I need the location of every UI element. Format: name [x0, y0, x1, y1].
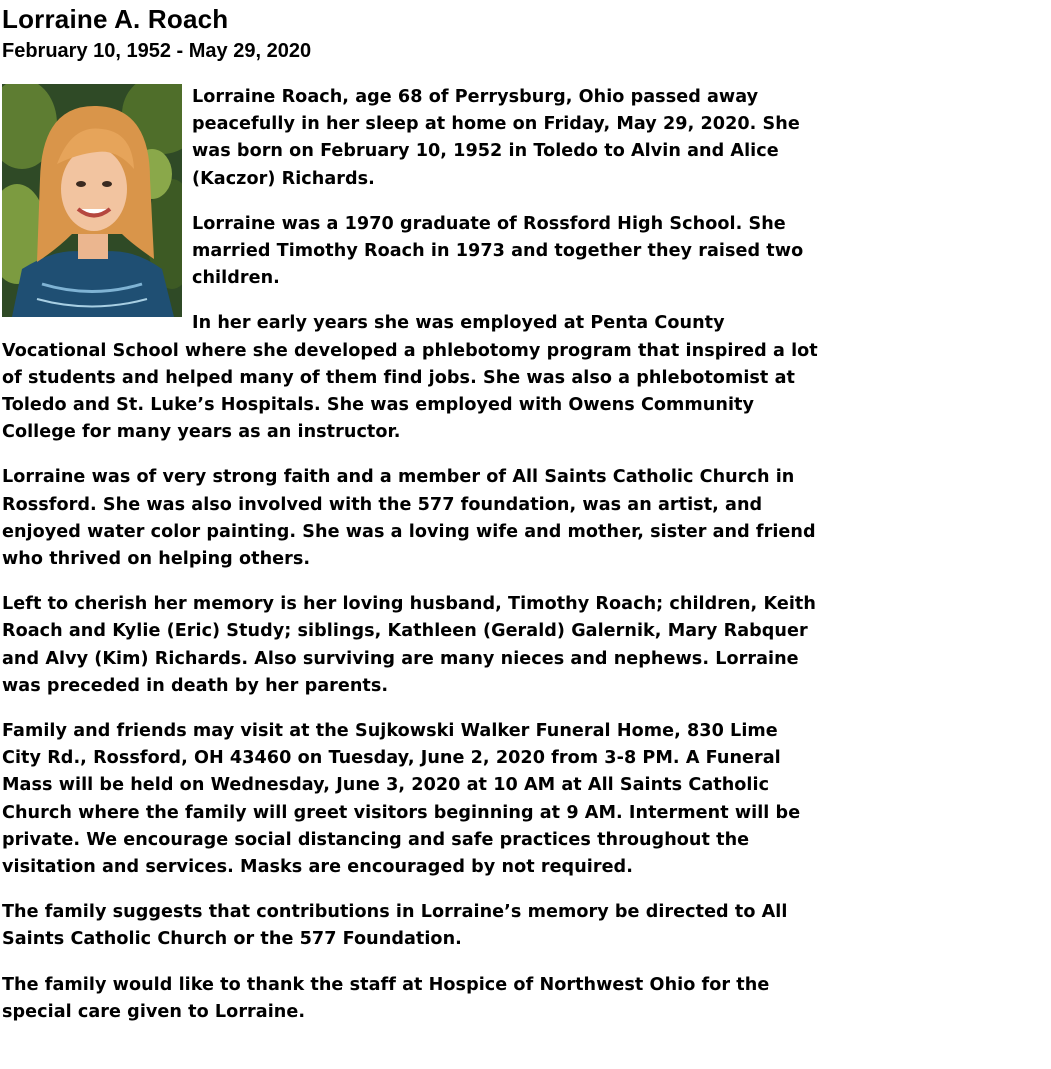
paragraph-thanks: The family would like to thank the staff at Hospice of Northwest Ohio for the special care given to Lorraine. [2, 974, 770, 1022]
portrait-photo-icon [2, 84, 182, 317]
paragraph-education: Lorraine was a 1970 graduate of Rossford High School. She married Timothy Roach in 1973 and together they raised two children. [192, 213, 804, 289]
obituary-dates: February 10, 1952 - May 29, 2020 [2, 40, 312, 62]
paragraph-faith: Lorraine was of very strong faith and a member of All Saints Catholic Church in Rossford. She was also involved with the 577 foundation, was an artist, and enjoyed water color painting. She was a loving wife and mother, sister and friend who thrived on helping others. [2, 467, 816, 570]
paragraph-birth: Lorraine Roach, age 68 of Perrysburg, Ohio passed away peacefully in her sleep at home on Friday, May 29, 2020. She was born on February 10, 1952 in Toledo to Alvin and Alice (Kaczor) Richards. [192, 87, 800, 189]
obituary-body [2, 84, 822, 1044]
paragraph-survivors: Left to cherish her memory is her loving husband, Timothy Roach; children, Keith Roach and Kylie (Eric) Study; siblings, Kathleen (Gerald) Galernik, Mary Rabquer and Alvy (Kim) Richards. Also surviving are many nieces and nephews. Lorraine was preceded in death by her parents. [2, 594, 816, 696]
obituary-page [2, 4, 822, 64]
paragraph-contributions: The family suggests that contributions in Lorraine’s memory be directed to All Saints Catholic Church or the 577 Foundation. [2, 902, 788, 950]
obituary-name: Lorraine A. Roach [2, 4, 229, 34]
paragraph-services: Family and friends may visit at the Sujkowski Walker Funeral Home, 830 Lime City Rd., Rossford, OH 43460 on Tuesday, June 2, 2020 from 3-8 PM. A Funeral Mass will be held on Wednesday, June 3, 2020 at 10 AM at All Saints Catholic Church where the family will greet visitors beginning at 9 AM. Interment will be private. We encourage social distancing and safe practices throughout the visitation and services. Masks are encouraged by not required. [2, 721, 801, 878]
paragraph-career: In her early years she was employed at Penta County Vocational School where she developed a phlebotomy program that inspired a lot of students and helped many of them find jobs. She was also a phlebotomist at Toledo and St. Luke’s Hospitals. She was employed with Owens Community College for many years as an instructor. [2, 313, 818, 443]
portrait-illustration [2, 84, 182, 317]
